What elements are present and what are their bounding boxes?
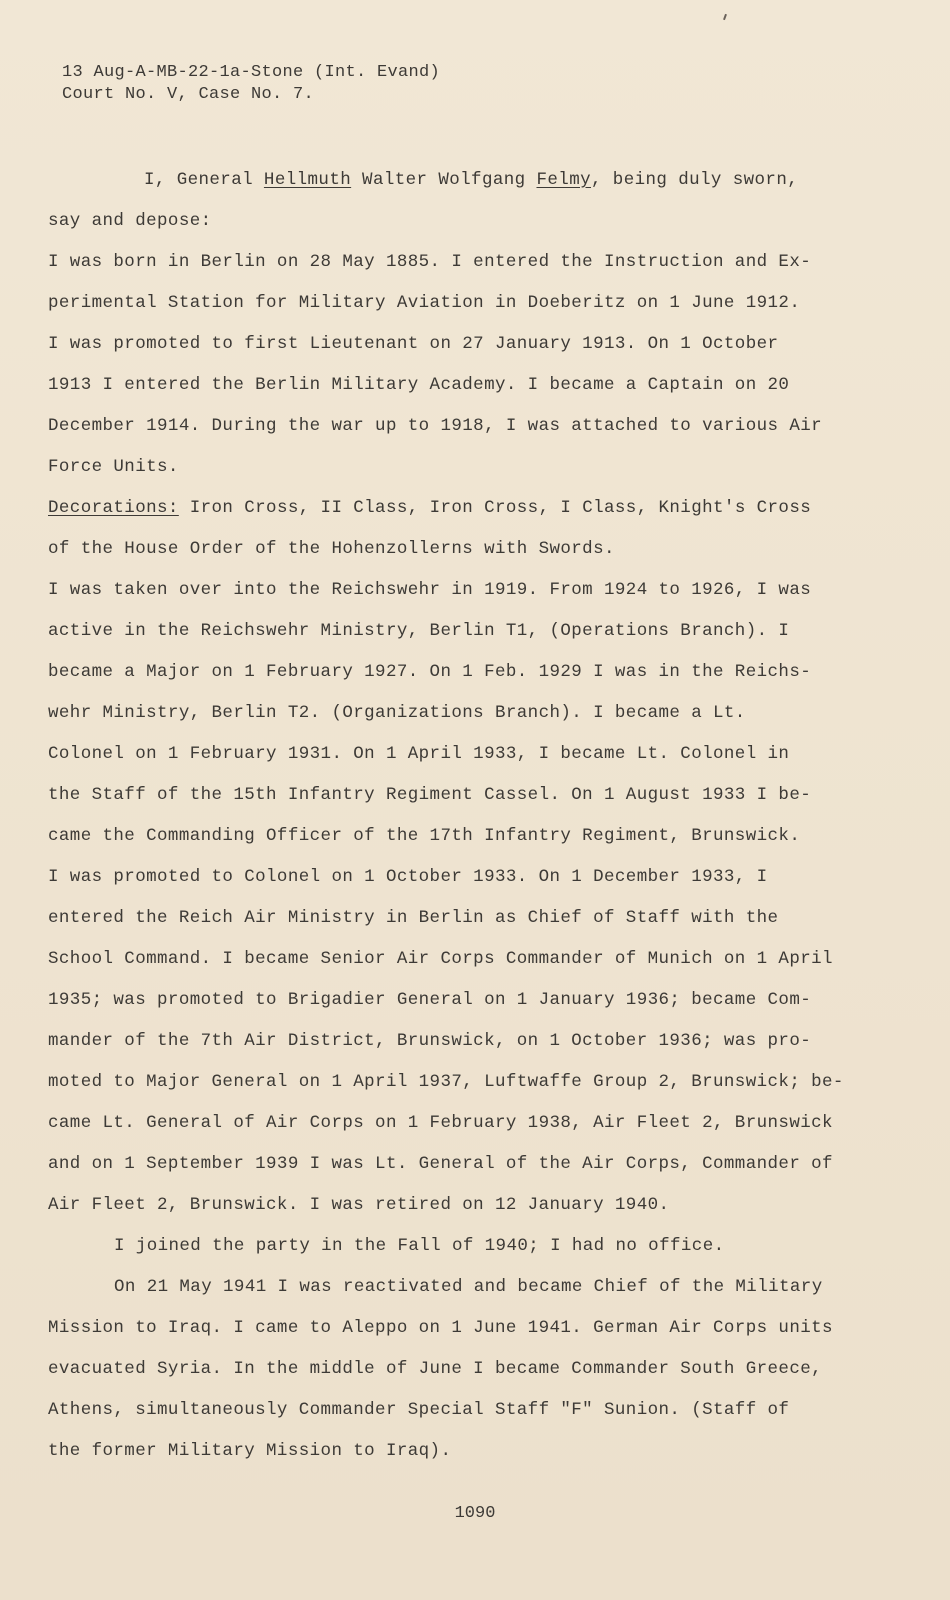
career-line: came the Commanding Officer of the 17th Infantry Regiment, Brunswick. xyxy=(48,826,801,846)
career-line: I was taken over into the Reichswehr in 1919. From 1924 to 1926, I was xyxy=(48,580,812,600)
reactivation-line: Athens, simultaneously Commander Special Staff "F" Sunion. (Staff of xyxy=(48,1400,790,1420)
career-line: 1935; was promoted to Brigadier General on 1 January 1936; became Com- xyxy=(48,990,812,1010)
bio-line: perimental Station for Military Aviation in Doeberitz on 1 June 1912. xyxy=(48,293,801,313)
intro-pre: I, General xyxy=(144,170,264,190)
surname-underlined: Felmy xyxy=(536,170,591,190)
intro-mid: Walter Wolfgang xyxy=(351,170,537,190)
career-line: the Staff of the 15th Infantry Regiment Cassel. On 1 August 1933 I be- xyxy=(48,785,812,805)
career-line: mander of the 7th Air District, Brunswick, on 1 October 1936; was pro- xyxy=(48,1031,812,1051)
bio-line: Force Units. xyxy=(48,457,179,477)
bio-line: I was born in Berlin on 28 May 1885. I entered the Instruction and Ex- xyxy=(48,252,812,272)
reactivation-line: Mission to Iraq. I came to Aleppo on 1 June 1941. German Air Corps units xyxy=(48,1318,833,1338)
document-header xyxy=(62,62,440,106)
decorations-text: Iron Cross, II Class, Iron Cross, I Class, Knight's Cross xyxy=(178,498,812,518)
career-line: Colonel on 1 February 1931. On 1 April 1933, I became Lt. Colonel in xyxy=(48,744,790,764)
reactivation-line: the former Military Mission to Iraq). xyxy=(48,1441,452,1461)
ink-speck xyxy=(723,14,727,20)
bio-line: December 1914. During the war up to 1918, I was attached to various Air xyxy=(48,416,823,436)
first-name-underlined: Hellmuth xyxy=(263,170,352,190)
career-line: I was promoted to Colonel on 1 October 1933. On 1 December 1933, I xyxy=(48,867,768,887)
career-line: became a Major on 1 February 1927. On 1 Feb. 1929 I was in the Reichs- xyxy=(48,662,812,682)
decorations-label: Decorations: xyxy=(48,498,179,518)
career-line: and on 1 September 1939 I was Lt. General of the Air Corps, Commander of xyxy=(48,1154,833,1174)
career-line: came Lt. General of Air Corps on 1 February 1938, Air Fleet 2, Brunswick xyxy=(48,1113,833,1133)
career-line: School Command. I became Senior Air Corps Commander of Munich on 1 April xyxy=(48,949,833,969)
career-line: Air Fleet 2, Brunswick. I was retired on 12 January 1940. xyxy=(48,1195,670,1215)
intro-post: , being duly sworn, xyxy=(591,170,799,190)
bio-line: 1913 I entered the Berlin Military Academy. I became a Captain on 20 xyxy=(48,375,790,395)
reactivation-line: On 21 May 1941 I was reactivated and became Chief of the Military xyxy=(114,1277,823,1297)
career-line: entered the Reich Air Ministry in Berlin as Chief of Staff with the xyxy=(48,908,779,928)
career-line: moted to Major General on 1 April 1937, Luftwaffe Group 2, Brunswick; be- xyxy=(48,1072,844,1092)
career-line: wehr Ministry, Berlin T2. (Organizations Branch). I became a Lt. xyxy=(48,703,746,723)
party-line: I joined the party in the Fall of 1940; I had no office. xyxy=(114,1236,725,1256)
header-reference: 13 Aug-A-MB-22-1a-Stone (Int. Evand) xyxy=(62,63,441,82)
career-line: active in the Reichswehr Ministry, Berlin T1, (Operations Branch). I xyxy=(48,621,790,641)
affidavit-body xyxy=(48,160,844,1472)
decorations-line-2: of the House Order of the Hohenzollerns with Swords. xyxy=(48,539,615,559)
intro-line-2: say and depose: xyxy=(48,211,212,231)
bio-line: I was promoted to first Lieutenant on 27 January 1913. On 1 October xyxy=(48,334,779,354)
reactivation-line: evacuated Syria. In the middle of June I became Commander South Greece, xyxy=(48,1359,823,1379)
page-number: 1090 xyxy=(454,1504,496,1523)
decorations-line xyxy=(48,488,812,529)
header-court-case: Court No. V, Case No. 7. xyxy=(62,85,315,104)
intro-line xyxy=(48,160,808,201)
